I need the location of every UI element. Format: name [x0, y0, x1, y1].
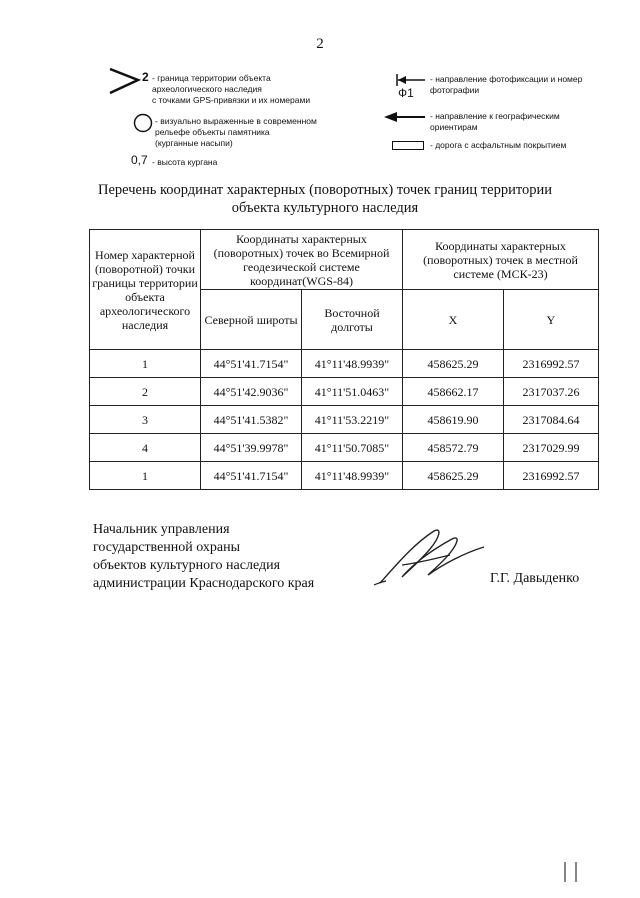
header-wgs84: Координаты характерных (поворотных) точек во Всемирной геодезической системе координат(WGS-84) [201, 230, 403, 290]
legend-road-text: - дорога с асфальтным покрытием [430, 140, 567, 150]
header-y: Y [504, 290, 599, 350]
cell-point: 3 [90, 406, 201, 434]
header-point-number: Номер характерной (поворотной) точки границы территории объекта археологического наследия [90, 230, 201, 350]
table-row [90, 462, 599, 490]
table-row [90, 406, 599, 434]
table-row [90, 378, 599, 406]
cell-point: 1 [90, 462, 201, 490]
cell-x: 458572.79 [403, 434, 504, 462]
legend-boundary-text: - граница территории объекта археологического наследия с точками GPS-привязки и их номерами [152, 73, 311, 105]
cell-y: 2317029.99 [504, 434, 599, 462]
boundary-point-number: 2 [142, 70, 149, 84]
cell-x: 458619.90 [403, 406, 504, 434]
legend-height-text: - высота кургана [152, 157, 218, 167]
signatory-position: Начальник управления государственной охраны объектов культурного наследия администрации Краснодарского края [93, 522, 315, 591]
cell-lon: 41°11'50.7085" [302, 434, 403, 462]
cell-point: 1 [90, 350, 201, 378]
legend-photo-text: - направление фотофиксации и номер фотографии [430, 74, 583, 95]
page-edge-mark-icon [560, 860, 582, 884]
road-symbol-icon [392, 141, 424, 150]
cell-point: 2 [90, 378, 201, 406]
document-title: Перечень координат характерных (поворотных) точек границ территории объекта культурного наследия [97, 182, 553, 216]
table-body [90, 350, 599, 490]
map-legend [0, 0, 640, 170]
legend-orientation-text: - направление к географическим ориентирам [430, 111, 560, 132]
height-value: 0,7 [131, 153, 148, 167]
table-row [90, 434, 599, 462]
cell-lon: 41°11'48.9939" [302, 462, 403, 490]
header-x: X [403, 290, 504, 350]
legend-mound-text: - визуально выраженные в современном рельефе объекты памятника (курганные насыпи) [155, 116, 317, 148]
cell-lon: 41°11'51.0463" [302, 378, 403, 406]
cell-lat: 44°51'42.9036" [201, 378, 302, 406]
header-east-longitude: Восточной долготы [302, 290, 403, 350]
cell-point: 4 [90, 434, 201, 462]
page-number: 2 [316, 36, 324, 52]
orientation-arrow-icon [383, 110, 427, 124]
table-row [90, 350, 599, 378]
photo-direction-icon [395, 73, 427, 87]
cell-lat: 44°51'39.9978" [201, 434, 302, 462]
cell-lon: 41°11'53.2219" [302, 406, 403, 434]
cell-lat: 44°51'41.7154" [201, 462, 302, 490]
cell-lat: 44°51'41.7154" [201, 350, 302, 378]
mound-circle-icon [132, 112, 154, 134]
cell-x: 458662.17 [403, 378, 504, 406]
cell-y: 2316992.57 [504, 350, 599, 378]
cell-x: 458625.29 [403, 462, 504, 490]
handwritten-signature [372, 525, 492, 587]
cell-y: 2316992.57 [504, 462, 599, 490]
header-north-latitude: Северной широты [201, 290, 302, 350]
photo-label: Ф1 [398, 86, 414, 100]
header-msk23: Координаты характерных (поворотных) точек в местной системе (МСК-23) [403, 230, 599, 290]
cell-lon: 41°11'48.9939" [302, 350, 403, 378]
cell-lat: 44°51'41.5382" [201, 406, 302, 434]
cell-y: 2317037.26 [504, 378, 599, 406]
cell-x: 458625.29 [403, 350, 504, 378]
signatory-name: Г.Г. Давыденко [490, 571, 580, 586]
cell-y: 2317084.64 [504, 406, 599, 434]
coordinates-table [89, 229, 599, 490]
